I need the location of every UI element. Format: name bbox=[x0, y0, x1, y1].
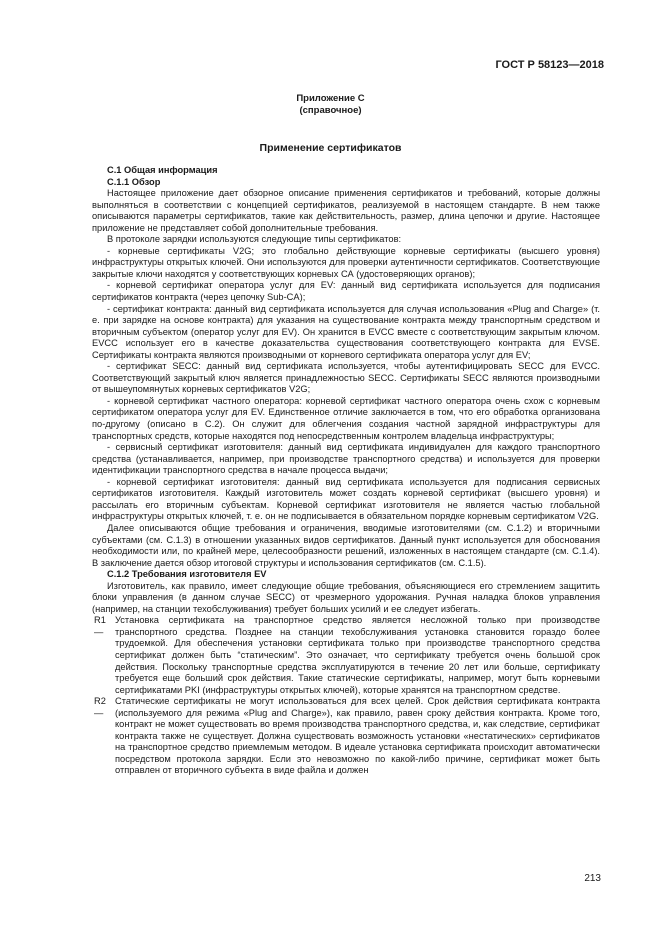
list-item: - сертификат SECC: данный вид сертификата используется, чтобы аутентифицировать SECC для EVCC. Соответствующий закрытый ключ является принадлежностью SECC. Сертификаты SECC являются производными от вышеупомянутых корневых сертификатов V2G; bbox=[92, 361, 600, 395]
list-item: - корневой сертификат частного оператора: корневой сертификат частного оператора очень схож с корневым сертификатом оператора услуг для EV. Единственное отличие заключается в том, что его обработка организована по-другому (описано в С.2). Он служит для облегчения создания частной зарядной инфраструктуры для транспортных средств, которые находятся под непосредственным контролем владельца инфраструктуры; bbox=[92, 395, 600, 441]
requirement-text: Статические сертификаты не могут использоваться для всех целей. Срок действия сертификата контракта (используемого для режима «Plug and Charge»), как правило, равен сроку действия контракта. Кроме того, контракт не может существовать во время производства транспортного средства, и, как следствие, сертификат контракта также не существует. Должна существовать возможность установки «нестатических» сертификатов на транспортное средство приемлемым методом. В идеале установка сертификата происходит автоматически посредством протокола зарядки. Если это невозможно по какой-либо причине, сертификат может быть отправлен от вторичного субъекта в виде файла и должен bbox=[115, 696, 600, 776]
standard-number: ГОСТ Р 58123—2018 bbox=[495, 59, 604, 71]
list-item: - сервисный сертификат изготовителя: данный вид сертификата индивидуален для каждого транспортного средства (устанавливается, например, при производстве транспортного средства) и используется для проверки идентификации транспортного средства в начале процесса выдачи; bbox=[92, 442, 600, 476]
list-item: - корневой сертификат оператора услуг для EV: данный вид сертификата используется для подписания сертификатов контракта (через цепочку Sub-CA); bbox=[92, 280, 600, 303]
section-title: С.1 Общая информация bbox=[107, 165, 218, 175]
list-item: - сертификат контракта: данный вид сертификата используется для случая использования «Plug and Charge» (т. е. при зарядке на основе контракта) для указания на существование контракта между транспортным средством и вторичным субъектом (оператор услуг для EV). Он хранится в EVCC вместе с соответствующим закрытым ключом. EVCC использует его в качестве доказательства существования соответствующего контракта для EVSE. Сертификаты контракта являются производными от корневого сертификата оператора услуг для EV; bbox=[92, 303, 600, 360]
list-item: - корневые сертификаты V2G; это глобально действующие корневые сертификаты (высшего уровня) инфраструктуры открытых ключей. Они используются для проверки аутентичности сертификатов. Соответствующие закрытые ключи находятся у соответствующих корневых СА (удостоверяющих органов); bbox=[92, 245, 600, 279]
requirement-label: R2 — bbox=[94, 696, 106, 718]
requirement-text: Установка сертификата на транспортное средство является несложной только при производстве транспортного средства. Позднее на станции техобслуживания установка становится гораздо более трудоемкой. Для обеспечения установки сертификата только при производстве транспортного средства сертификат должен быть “статическим”. Это означает, что сертификату требуется очень большой срок действия. Поскольку транспортные средства эксплуатируются в течение 20 лет или больше, сертификату требуется еще больший срок действия. Такие статические сертификаты, например, могут быть корневыми сертификатами PKI (инфраструктуры открытых ключей), которые хранятся на транспортном средстве. bbox=[115, 615, 600, 695]
annex-heading: Применение сертификатов bbox=[259, 142, 402, 154]
paragraph: Далее описываются общие требования и ограничения, вводимые изготовителями (см. С.1.2) и вторичными субъектами (см. С.1.3) в отношении указанных видов сертификатов. Данный пункт используется для обоснования необходимости или, по крайней мере, целесообразности решений, изложенных в настоящем стандарте (см. С.1.4). В заключение дается обзор итоговой структуры и использования сертификатов (см. С.1.5). bbox=[92, 522, 600, 568]
paragraph: Изготовитель, как правило, имеет следующие общие требования, объясняющиеся его стремлением защитить блоки управления (в данном случае SECC) от чрезмерного удорожания. Ручная наладка блоков управления (например, на станции техобслуживания) требует больших усилий и ее следует избегать. bbox=[92, 580, 600, 614]
annex-title: Приложение С bbox=[296, 93, 365, 104]
page-number: 213 bbox=[584, 873, 601, 884]
requirement-r1 bbox=[92, 615, 600, 696]
requirement-label: R1 — bbox=[94, 615, 106, 637]
requirement-r2 bbox=[92, 696, 600, 777]
list-item: - корневой сертификат изготовителя: данный вид сертификата используется для подписания сервисных сертификатов изготовителя. Каждый изготовитель может создать корневой сертификат (высшего уровня) и рассылать его вторичным субъектам. Корневой сертификат изготовителя не является частью глобальной инфраструктуры открытых ключей, т. е. он не подписывается в обязательном порядке корневым сертификатом V2G. bbox=[92, 476, 600, 522]
subsection-title-requirements: С.1.2 Требования изготовителя EV bbox=[107, 569, 267, 580]
document-body bbox=[92, 165, 600, 777]
subsection-title-overview: С.1.1 Обзор bbox=[107, 176, 161, 187]
annex-subtitle: (справочное) bbox=[299, 105, 362, 116]
paragraph: В протоколе зарядки используются следующие типы сертификатов: bbox=[107, 234, 402, 245]
paragraph: Настоящее приложение дает обзорное описание применения сертификатов и требований, которые должны выполняться в соответствии с концепцией сертификатов, реализуемой в настоящем стандарте. В нем также описываются параметры сертификатов, такие как действительность, размер, длина цепочки и другие. Настоящее приложение не представляет собой дополнительные требования. bbox=[92, 188, 600, 233]
